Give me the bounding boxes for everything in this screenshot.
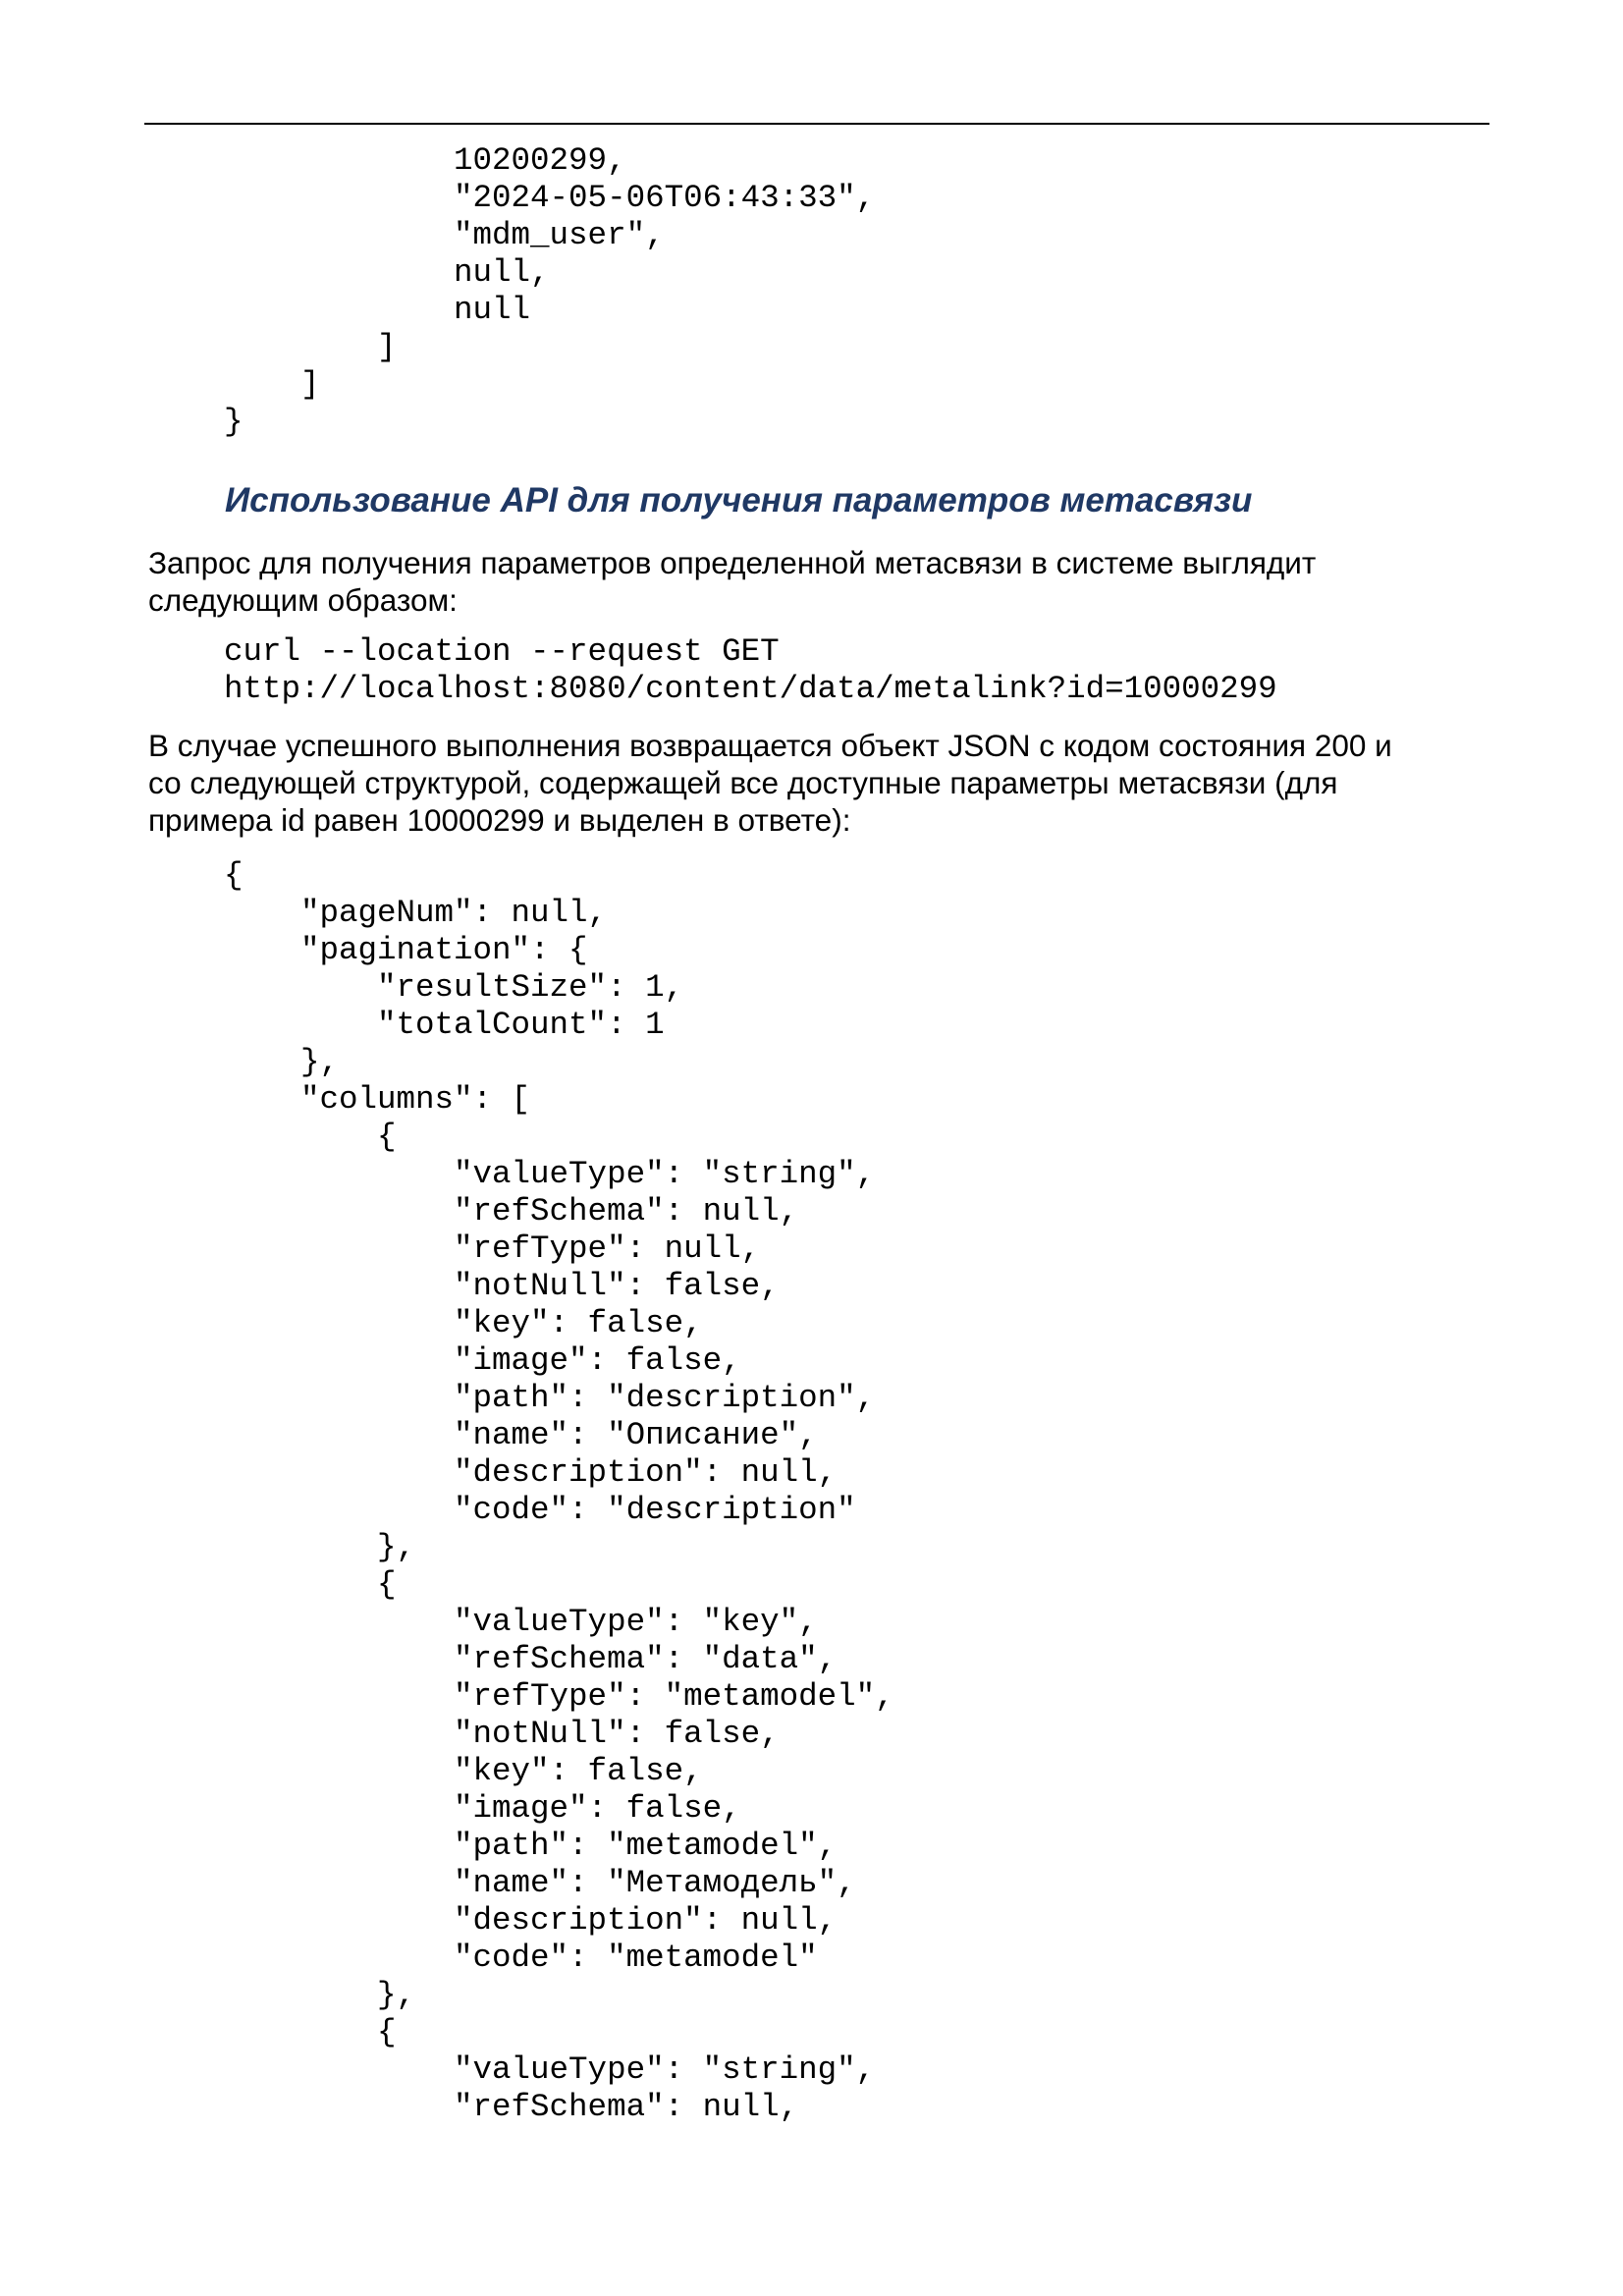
code-line: "refType": "metamodel", <box>224 1678 894 1715</box>
code-line: "refType": null, <box>224 1230 761 1267</box>
code-block-continuation <box>224 142 875 441</box>
code-line: { <box>224 1566 397 1603</box>
code-line: "path": "metamodel", <box>224 1828 838 1864</box>
code-line: ] <box>224 329 397 365</box>
paragraph-response-intro <box>148 727 1503 839</box>
code-line: { <box>224 857 243 894</box>
code-line: "notNull": false, <box>224 1716 780 1752</box>
code-line: "pagination": { <box>224 932 588 968</box>
code-line: ] <box>224 366 320 403</box>
code-line: "valueType": "string", <box>224 2051 876 2088</box>
header-rule <box>144 123 1489 125</box>
code-line: { <box>224 1119 397 1155</box>
code-line: "refSchema": null, <box>224 2089 799 2125</box>
code-line: "mdm_user", <box>224 217 665 253</box>
code-line: "path": "description", <box>224 1380 876 1416</box>
code-line: "image": false, <box>224 1342 741 1379</box>
code-line: 10200299, <box>224 142 626 179</box>
code-line: curl --location --request GET <box>224 633 780 670</box>
code-line: "columns": [ <box>224 1081 531 1118</box>
code-line: "refSchema": null, <box>224 1193 799 1230</box>
code-block-json-response <box>224 857 894 2126</box>
code-line: "code": "description" <box>224 1492 856 1528</box>
code-line: "description": null, <box>224 1454 838 1491</box>
code-line: "pageNum": null, <box>224 895 608 931</box>
code-line: "valueType": "key", <box>224 1604 818 1640</box>
code-line: "name": "Метамодель", <box>224 1865 856 1901</box>
paragraph-line: со следующей структурой, содержащей все доступные параметры метасвязи (для <box>148 765 1338 800</box>
paragraph-request-intro <box>148 544 1503 619</box>
paragraph-line: примера id равен 10000299 и выделен в ответе): <box>148 802 851 838</box>
code-line: "notNull": false, <box>224 1268 780 1304</box>
paragraph-line: В случае успешного выполнения возвращается объект JSON с кодом состояния 200 и <box>148 728 1392 763</box>
code-line: "code": "metamodel" <box>224 1940 818 1976</box>
code-line: "2024-05-06T06:43:33", <box>224 180 876 216</box>
code-line: http://localhost:8080/content/data/metalink?id=10000299 <box>224 671 1277 707</box>
code-line: null <box>224 292 531 328</box>
paragraph-line: Запрос для получения параметров определенной метасвязи в системе выглядит <box>148 545 1317 580</box>
code-line: "valueType": "string", <box>224 1156 876 1192</box>
section-heading: Использование API для получения параметров метасвязи <box>225 481 1253 519</box>
code-line: } <box>224 404 243 440</box>
code-line: { <box>224 2014 397 2050</box>
code-line: "image": false, <box>224 1790 741 1827</box>
code-block-curl-request <box>224 633 1277 708</box>
paragraph-line: следующим образом: <box>148 582 458 618</box>
code-line: }, <box>224 1977 416 2013</box>
code-line: "refSchema": "data", <box>224 1641 838 1677</box>
code-line: "key": false, <box>224 1753 703 1789</box>
code-line: }, <box>224 1044 340 1080</box>
code-line: null, <box>224 254 550 291</box>
code-line: "resultSize": 1, <box>224 969 684 1006</box>
code-line: "description": null, <box>224 1902 838 1939</box>
code-line: "key": false, <box>224 1305 703 1341</box>
code-line: }, <box>224 1529 416 1565</box>
code-line: "name": "Описание", <box>224 1417 818 1453</box>
code-line: "totalCount": 1 <box>224 1007 665 1043</box>
